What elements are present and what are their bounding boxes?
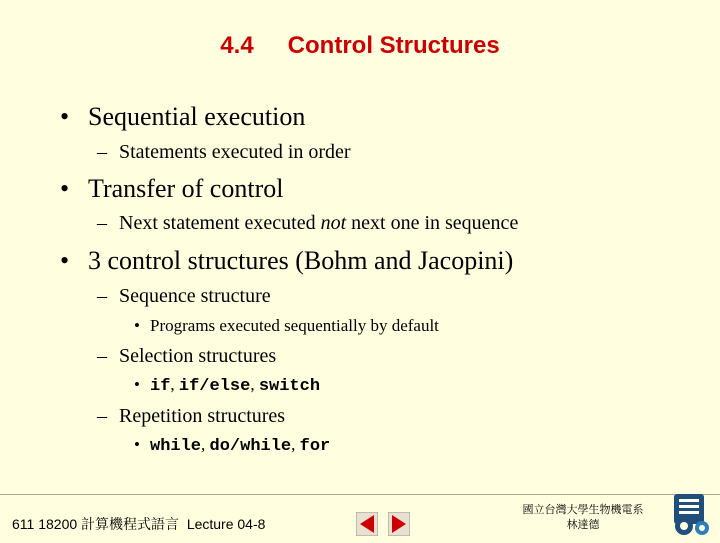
separator: , <box>291 435 300 454</box>
dash-icon: – <box>97 212 107 234</box>
lecture-number: Lecture 04-8 <box>186 516 266 532</box>
sub-bullet-text: Sequence structure <box>119 285 271 307</box>
bullet-dot-icon: • <box>134 316 140 335</box>
bullet-dot-icon: • <box>134 375 140 394</box>
prev-slide-button[interactable] <box>356 512 378 541</box>
sub-bullet-statements <box>97 141 351 164</box>
code-do-while: do/while <box>209 437 292 456</box>
dash-icon: – <box>97 345 107 367</box>
title-number: 4.4 <box>220 32 254 59</box>
dash-icon: – <box>97 285 107 307</box>
code-switch: switch <box>258 377 321 396</box>
code-while: while <box>150 437 202 456</box>
footer-divider <box>0 494 720 495</box>
item-selection-keywords <box>134 375 320 396</box>
item-repetition-keywords <box>134 435 330 456</box>
bullet-text: 3 control structures (Bohm and Jacopini) <box>88 246 514 275</box>
separator: , <box>250 375 259 394</box>
footer-course-info <box>12 514 265 534</box>
separator: , <box>170 375 179 394</box>
bullet-dot-icon: • <box>60 174 70 203</box>
dash-icon: – <box>97 141 107 163</box>
slide-title <box>0 32 720 60</box>
sub-bullet-selection-structures <box>97 345 276 368</box>
sub-bullet-repetition-structures <box>97 405 285 428</box>
instructor-name: 林達德 <box>566 518 600 531</box>
code-if: if <box>150 377 171 396</box>
code-if-else: if/else <box>178 377 251 396</box>
bullet-transfer-of-control <box>60 174 283 204</box>
bullet-sequential-execution <box>60 102 305 132</box>
bullet-dot-icon: • <box>60 246 70 275</box>
sub-bullet-text-post: next one in sequence <box>346 212 519 234</box>
triangle-right-icon <box>388 512 410 536</box>
bullet-three-control-structures <box>60 246 513 276</box>
footer-department <box>508 502 658 532</box>
triangle-left-icon <box>356 512 378 536</box>
course-code: 611 18200 計算機程式語言 <box>12 516 180 532</box>
title-text: Control Structures <box>287 32 500 59</box>
sub-bullet-emphasis: not <box>320 212 347 234</box>
sub-bullet-next-statement <box>97 212 518 235</box>
item-programs-executed <box>134 316 439 336</box>
gear-book-logo-icon <box>668 492 714 543</box>
sub-bullet-text: Statements executed in order <box>119 141 351 163</box>
dash-icon: – <box>97 405 107 427</box>
sub-bullet-text-pre: Next statement executed <box>119 212 321 234</box>
bullet-dot-icon: • <box>134 435 140 454</box>
next-slide-button[interactable] <box>388 512 410 541</box>
department-name: 國立台灣大學生物機電系 <box>522 503 644 516</box>
bullet-dot-icon: • <box>60 102 70 131</box>
bullet-text: Sequential execution <box>88 102 306 131</box>
bullet-text: Transfer of control <box>88 174 284 203</box>
sub-bullet-text: Repetition structures <box>119 405 286 427</box>
sub-bullet-sequence-structure <box>97 285 271 308</box>
item-text: Programs executed sequentially by default <box>150 316 439 335</box>
code-for: for <box>299 437 331 456</box>
separator: , <box>201 435 210 454</box>
sub-bullet-text: Selection structures <box>119 345 277 367</box>
